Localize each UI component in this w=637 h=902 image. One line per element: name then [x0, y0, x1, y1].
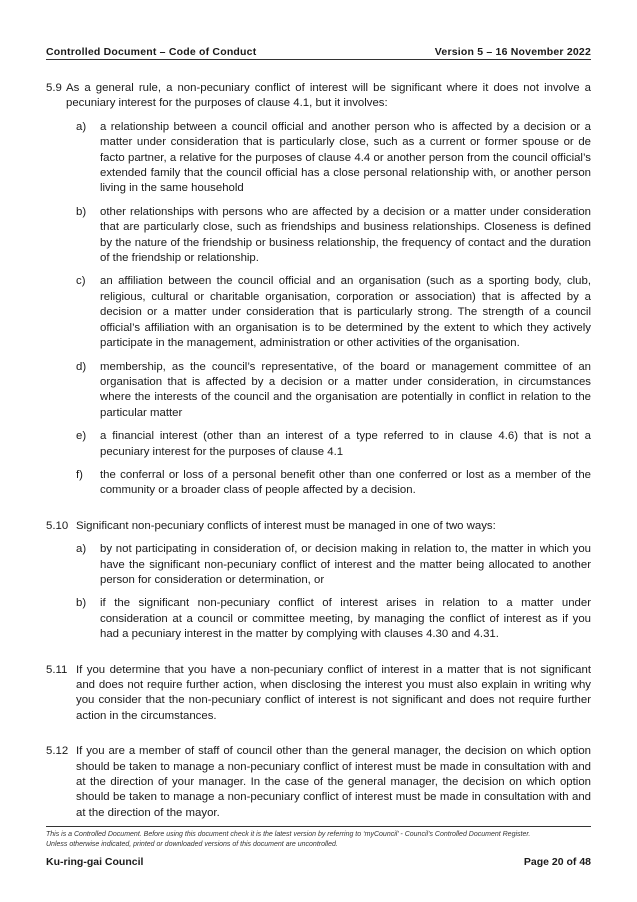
clause-5-11	[46, 663, 591, 725]
page-header	[46, 40, 591, 58]
clause-intro: Significant non-pecuniary conflicts of interest must be managed in one of two ways:	[76, 519, 496, 532]
page-content	[46, 81, 591, 821]
list-letter: a)	[76, 543, 87, 556]
header-version: Version 5 – 16 November 2022	[434, 46, 591, 58]
clause-5-9	[46, 81, 591, 499]
list-item	[76, 468, 591, 499]
list-item	[76, 429, 591, 460]
list-text: membership, as the council’s representative, of the board or management committee of an organisation that is affected by a decision or a matter under consideration, in circumstances where the interests of the council and the organisation are potentially in conflict in relation to the particular matter	[100, 360, 591, 419]
subclause-list	[76, 120, 591, 499]
list-letter: b)	[76, 597, 87, 610]
disclaimer-line: This is a Controlled Document. Before using this document check it is the latest version by referring to ‘myCouncil’ - Council’s Controlled Document Register.	[46, 831, 531, 838]
list-item	[76, 360, 591, 422]
disclaimer-line: Unless otherwise indicated, printed or downloaded versions of this document are uncontrolled.	[46, 840, 338, 848]
list-item	[76, 542, 591, 588]
list-item	[76, 596, 591, 642]
clause-text: If you are a member of staff of council other than the general manager, the decision on which option should be taken to manage a non-pecuniary conflict of interest must be made in consultation with and at the direction of your manager. In the case of the general manager, the decision on which option should be taken to manage a non-pecuniary conflict of interest must be made in consultation with and at the direction of the mayor.	[76, 745, 591, 819]
list-letter: c)	[76, 275, 86, 288]
clause-number: 5.9	[46, 82, 62, 94]
footer-organisation: Ku-ring-gai Council	[46, 856, 144, 868]
list-item	[76, 274, 591, 351]
list-text: a relationship between a council official and another person who is affected by a decision or a matter under consideration that is particularly close, such as a current or former spouse or de facto partner, a relative for the purposes of clause 4.4 or another person from the council official’s extended family that the council official has a close personal relationship with, or another person living in the same household	[100, 120, 591, 195]
list-text: a financial interest (other than an interest of a type referred to in clause 4.6) that is not a pecuniary interest for the purposes of clause 4.1	[100, 430, 591, 458]
list-item	[76, 120, 591, 197]
list-letter: b)	[76, 205, 87, 218]
clause-5-10	[46, 519, 591, 643]
list-text: the conferral or loss of a personal benefit other than one conferred or lost as a member of the community or a broader class of people affected by a decision.	[100, 468, 591, 497]
clause-number: 5.12	[46, 745, 69, 758]
page-number: Page 20 of 48	[523, 856, 591, 868]
list-item	[76, 205, 591, 267]
clause-text: If you determine that you have a non-pecuniary conflict of interest in a matter that is not significant and does not require further action, when disclosing the interest you must also explain in writing why you consider that the non-pecuniary conflict of interest is not significant and does not require further action in the circumstances.	[76, 663, 591, 722]
clause-5-12	[46, 744, 591, 821]
clause-number: 5.10	[46, 519, 69, 532]
clause-number: 5.11	[46, 663, 68, 676]
footer-divider	[46, 826, 591, 827]
list-text: by not participating in consideration of, or decision making in relation to, the matter in which you have the significant non-pecuniary conflict of interest and the matter being allocated to another person for consideration or determination, or	[100, 543, 591, 586]
list-letter: d)	[76, 360, 87, 373]
header-document-title: Controlled Document – Code of Conduct	[46, 46, 257, 58]
subclause-list	[76, 542, 591, 642]
header-divider	[46, 59, 591, 60]
list-text: if the significant non-pecuniary conflict of interest arises in relation to a matter under consideration at a council or committee meeting, by managing the conflict of interest as if you had a pecuniary interest in the matter by complying with clauses 4.30 and 4.31.	[100, 597, 591, 641]
list-letter: e)	[76, 430, 87, 443]
list-letter: a)	[76, 120, 87, 133]
list-letter: f)	[76, 468, 83, 481]
list-text: other relationships with persons who are affected by a decision or a matter under consideration that are particularly close, such as friendships and business relationships. Closeness is defined by the nature of the friendship or business relationship, the frequency of contact and the duration of the friendship or relationship.	[100, 205, 591, 265]
clause-intro: As a general rule, a non-pecuniary conflict of interest will be significant where it does not involve a pecuniary interest for the purposes of clause 4.1, but it involves:	[66, 82, 591, 110]
page-footer	[46, 856, 591, 868]
controlled-document-disclaimer	[46, 830, 591, 849]
list-text: an affiliation between the council official and an organisation (such as a sporting body, club, religious, cultural or charitable organisation, corporation or association) that is affected by a decision or a matter under consideration that is particularly strong. The strength of a council official’s affiliation with an organisation is to be determined by the extent to which they actively participate in the management, administration or other activities of the organisation.	[100, 275, 591, 350]
